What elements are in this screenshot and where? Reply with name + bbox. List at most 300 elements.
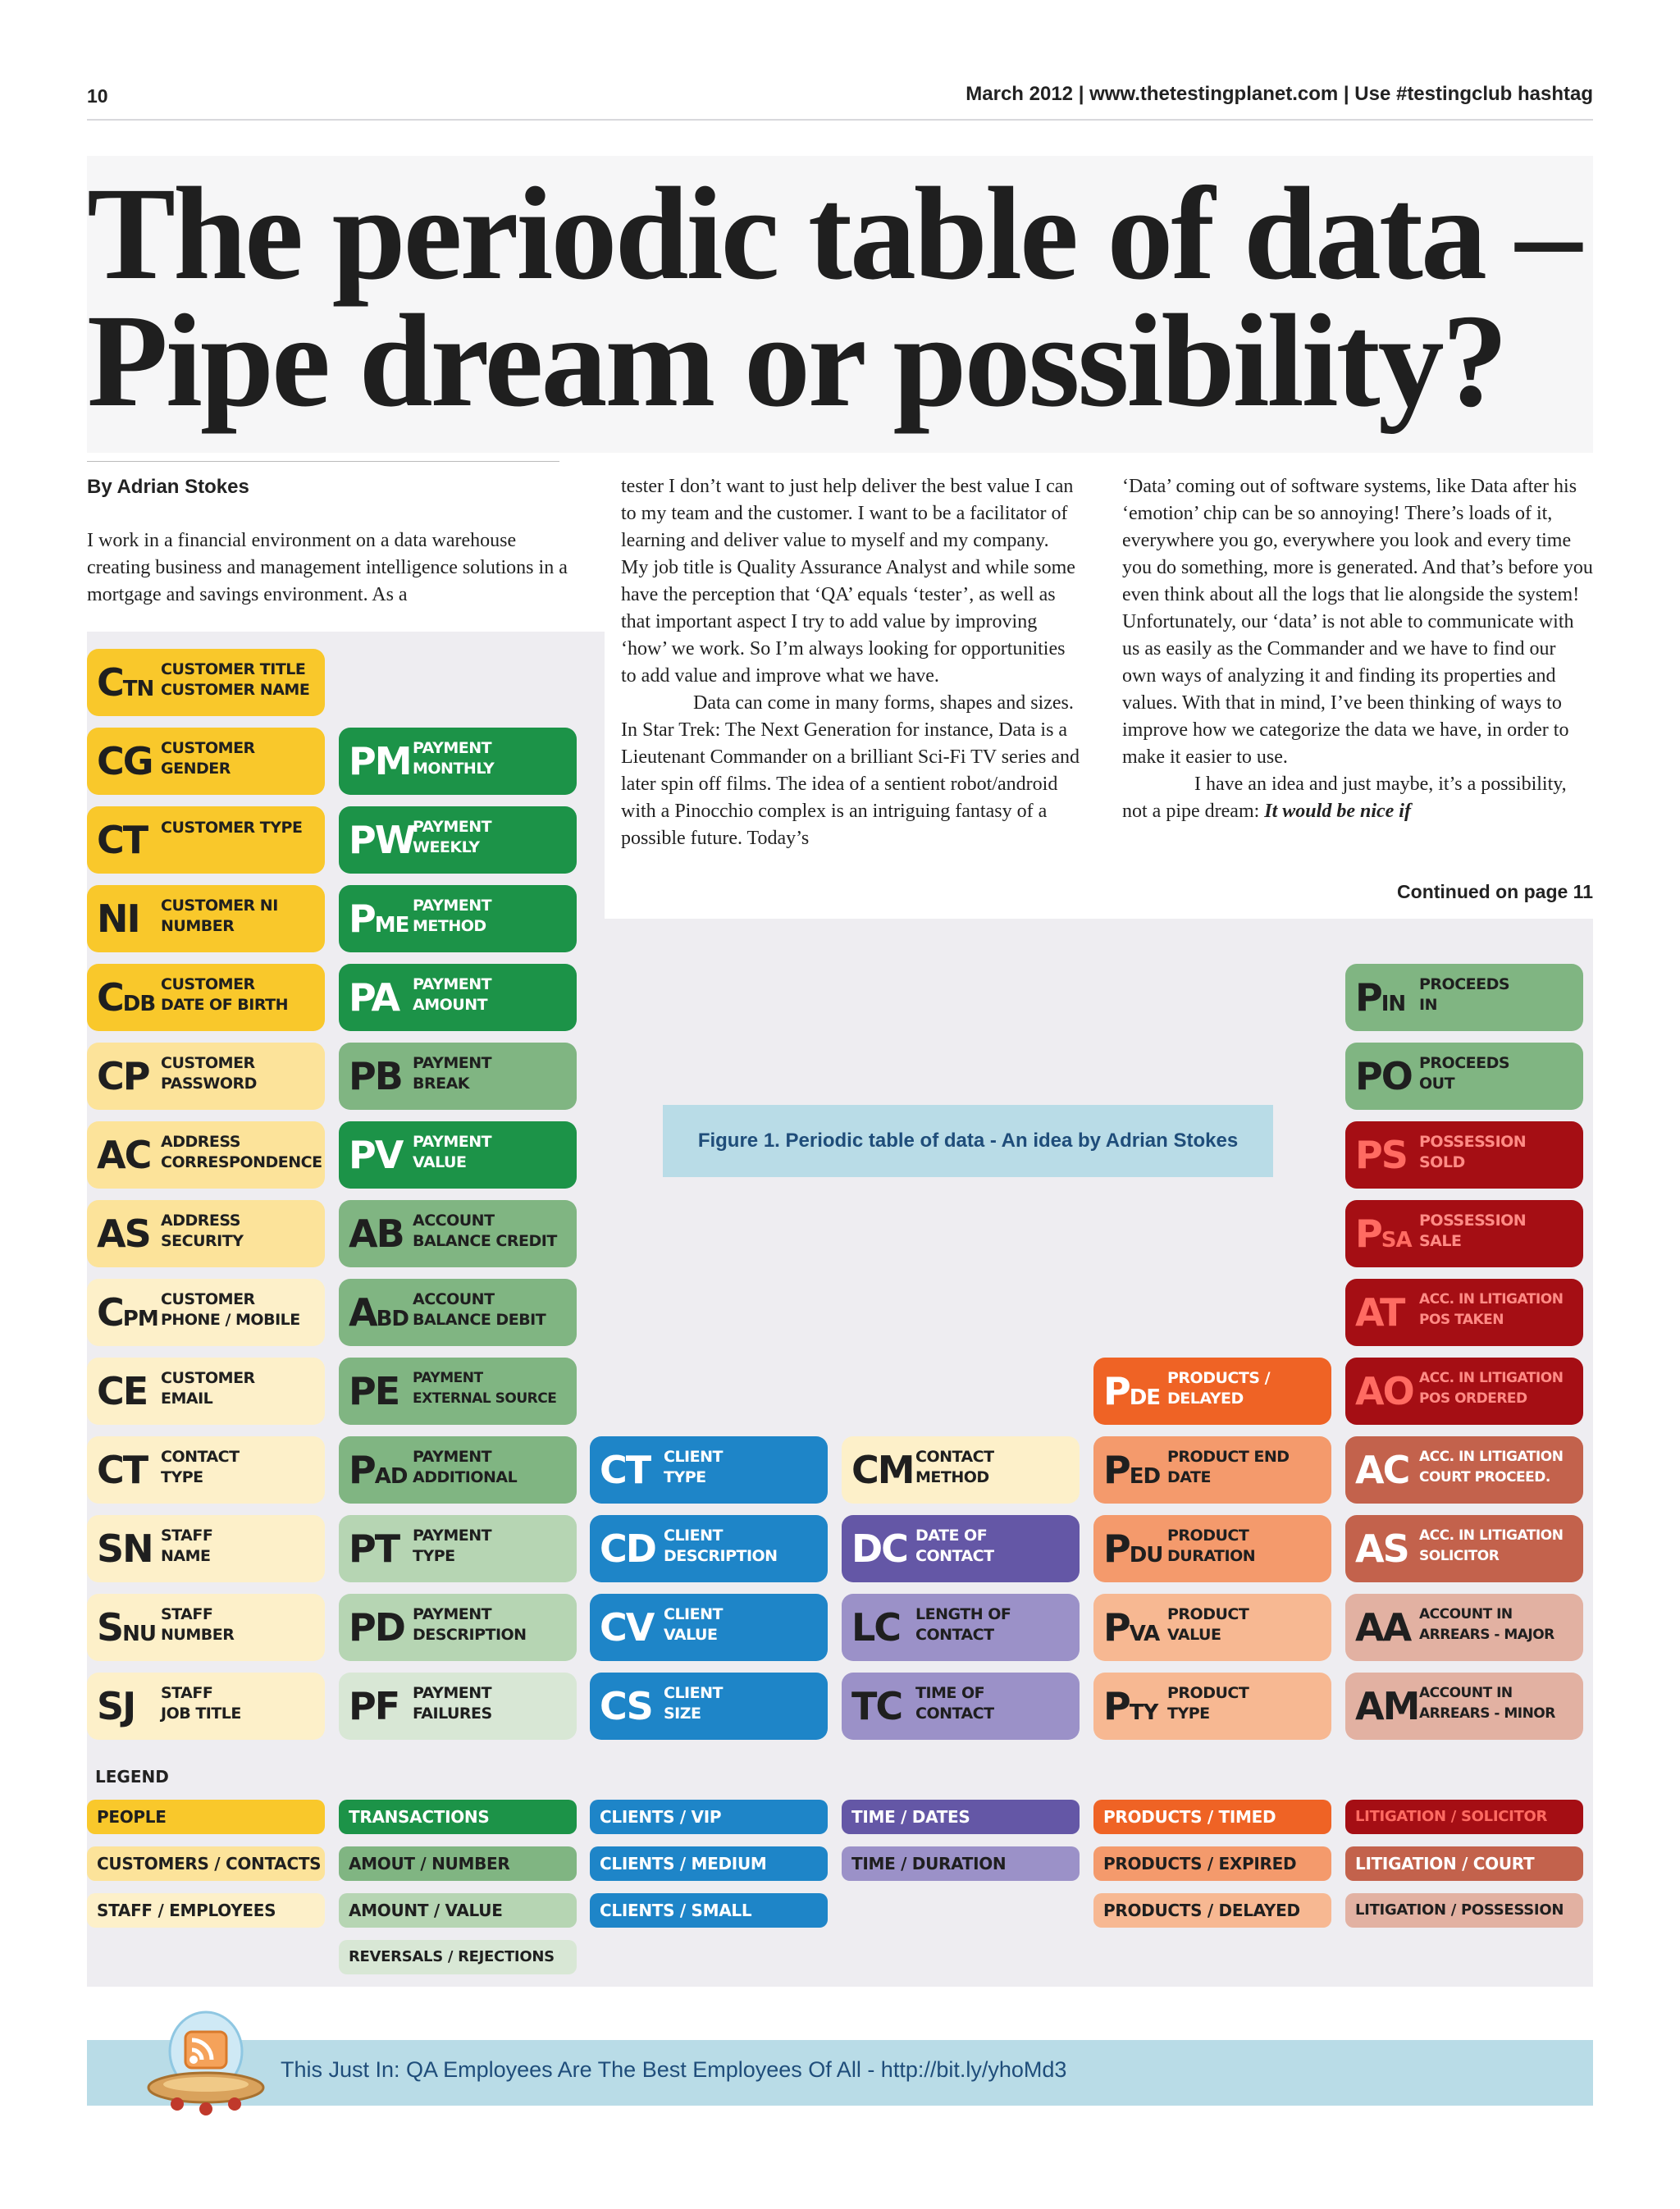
element-name (915, 1604, 1075, 1645)
banner-text: This Just In: QA Employees Are The Best Employees Of All - http://bit.ly/yhoMd3 (281, 2057, 1067, 2082)
element-name (161, 1526, 320, 1567)
element-name (161, 738, 320, 779)
element-name-line-1: CLIENT (664, 1448, 723, 1466)
element-symbol-sub: VA (1129, 1622, 1160, 1646)
element-name-line-1: CUSTOMER TYPE (161, 819, 303, 837)
element-symbol (349, 1682, 399, 1730)
element-symbol-sub: TY (1129, 1700, 1158, 1725)
article-column-3 (1122, 473, 1593, 825)
element-symbol-sub: IN (1381, 992, 1406, 1016)
element-symbol (349, 1446, 407, 1500)
element-name-line-2: ADDITIONAL (413, 1468, 518, 1486)
element-name-line-2: CONTACT (915, 1705, 994, 1723)
element-symbol-main: LC (851, 1605, 901, 1650)
title-block (87, 156, 1593, 453)
element-name-line-1: DATE OF (915, 1527, 988, 1545)
element-cell (842, 1673, 1080, 1740)
element-cell (339, 885, 577, 952)
element-symbol-main: P (349, 1448, 375, 1492)
article-column-1 (87, 527, 571, 609)
element-name (161, 1447, 320, 1488)
element-name-line-2: ARREARS - MAJOR (1419, 1627, 1554, 1643)
element-symbol-main: CV (600, 1605, 654, 1650)
element-name-line-1: PAYMENT (413, 818, 492, 836)
element-cell (87, 1594, 325, 1661)
ufo-rss-icon (144, 2004, 267, 2125)
element-name-line-1: TIME OF (915, 1684, 985, 1702)
element-name-line-1: PRODUCT (1167, 1684, 1249, 1702)
element-name-line-1: STAFF (161, 1527, 213, 1545)
element-symbol-sub: SA (1381, 1228, 1412, 1253)
element-name (413, 1683, 572, 1724)
element-name-line-1: CONTACT (915, 1448, 994, 1466)
element-name-line-2: IN (1419, 996, 1437, 1014)
element-symbol-main: PW (349, 818, 415, 862)
element-name-line-1: PAYMENT (413, 1054, 492, 1072)
element-name (161, 974, 320, 1016)
element-symbol-main: PO (1355, 1054, 1412, 1098)
element-symbol (1355, 1210, 1412, 1264)
legend-item: CUSTOMERS / CONTACTS (87, 1846, 325, 1881)
element-name-line-1: CUSTOMER (161, 1369, 255, 1387)
header-info: March 2012 | www.thetestingplanet.com | Use #testingclub hashtag (966, 83, 1593, 105)
element-cell (339, 1594, 577, 1661)
element-symbol-main: AS (1355, 1527, 1408, 1571)
element-name-line-2: POS TAKEN (1419, 1312, 1504, 1328)
element-cell (87, 728, 325, 795)
element-name-line-2: NUMBER (161, 917, 235, 935)
continued-note: Continued on page 11 (1397, 881, 1593, 902)
element-name-line-2: SECURITY (161, 1232, 244, 1250)
element-name-line-2: OUT (1419, 1075, 1455, 1093)
element-name-line-2: COURT PROCEED. (1419, 1469, 1550, 1486)
element-cell (339, 728, 577, 795)
element-symbol (97, 1682, 135, 1730)
element-name-line-2: JOB TITLE (161, 1705, 241, 1723)
element-name-line-2: TYPE (413, 1547, 455, 1565)
element-cell (1345, 1121, 1583, 1189)
element-cell (842, 1594, 1080, 1661)
element-symbol-main: AT (1355, 1290, 1404, 1335)
element-cell (87, 649, 325, 716)
element-symbol (349, 1131, 402, 1179)
legend-item: LITIGATION / POSSESSION (1345, 1893, 1583, 1928)
element-name-line-1: PRODUCT (1167, 1605, 1249, 1623)
element-symbol (1103, 1604, 1159, 1658)
element-name (1167, 1604, 1326, 1645)
element-symbol (1355, 1367, 1413, 1415)
article-column-2 (621, 473, 1080, 852)
element-name (1419, 1289, 1578, 1330)
element-cell (1345, 1594, 1583, 1661)
paragraph: tester I don’t want to just help deliver the best value I can to my team and the customer. I want to be a facilitator of learning and deliver value to myself and my company. My job title is Quality Assurance Analyst and while some have the perception that ‘QA’ equals ‘tester’, as well as that important aspect I try to add value by improving ‘how’ we work. So I’m always looking for opportunities to add value and improve what we have. (621, 476, 1075, 687)
element-symbol (600, 1682, 652, 1730)
element-name (413, 1132, 572, 1173)
element-symbol (1103, 1367, 1160, 1422)
legend-item: AMOUT / NUMBER (339, 1846, 577, 1881)
element-cell (339, 1673, 577, 1740)
element-name (413, 817, 572, 858)
element-name (1419, 1683, 1578, 1724)
element-symbol (97, 974, 155, 1028)
element-name-line-2: PASSWORD (161, 1075, 257, 1093)
legend-item: PRODUCTS / EXPIRED (1093, 1846, 1331, 1881)
element-symbol-main: AM (1355, 1684, 1419, 1728)
element-name-line-2: CUSTOMER NAME (161, 681, 310, 699)
element-name-line-2: EXTERNAL SOURCE (413, 1390, 557, 1407)
element-symbol-main: CS (600, 1684, 652, 1728)
element-name (413, 1447, 572, 1488)
element-symbol-main: P (1103, 1527, 1130, 1571)
element-symbol-main: CD (600, 1527, 655, 1571)
element-symbol (349, 1210, 404, 1257)
element-name-line-2: METHOD (413, 917, 486, 935)
element-symbol-main: NI (97, 897, 139, 941)
element-name (1167, 1526, 1326, 1567)
element-cell (87, 1279, 325, 1346)
element-name (1419, 1447, 1578, 1488)
element-cell (87, 1121, 325, 1189)
element-name-line-1: STAFF (161, 1605, 213, 1623)
element-symbol-sub: ME (374, 913, 409, 938)
paragraph (1122, 771, 1593, 825)
legend-item: TIME / DATES (842, 1800, 1080, 1834)
element-cell (87, 885, 325, 952)
element-name-line-1: PRODUCTS / (1167, 1369, 1271, 1387)
element-symbol-main: P (1355, 1212, 1381, 1256)
legend-item: PRODUCTS / DELAYED (1093, 1893, 1331, 1928)
element-name (413, 1368, 572, 1409)
element-name (1419, 1368, 1578, 1409)
byline-divider (87, 461, 559, 462)
element-cell (339, 1515, 577, 1582)
element-name-line-2: CONTACT (915, 1626, 994, 1644)
legend-item: REVERSALS / REJECTIONS (339, 1940, 577, 1974)
element-symbol (349, 816, 414, 864)
paragraph-text: I have an idea and just maybe, it’s a possibility, not a pipe dream: (1122, 774, 1567, 822)
element-name-line-1: CUSTOMER TITLE (161, 660, 306, 678)
element-name-line-1: LENGTH OF (915, 1605, 1011, 1623)
element-symbol-main: PM (349, 739, 411, 783)
element-cell (1345, 1043, 1583, 1110)
element-cell (590, 1515, 828, 1582)
legend-item: LITIGATION / COURT (1345, 1846, 1583, 1881)
element-symbol-main: P (1355, 975, 1381, 1020)
element-symbol-sub: PM (122, 1307, 158, 1331)
element-symbol-sub: BD (376, 1307, 409, 1331)
element-cell (1345, 1358, 1583, 1425)
element-symbol-main: CG (97, 739, 153, 783)
element-cell (339, 964, 577, 1031)
element-symbol (349, 974, 399, 1021)
element-symbol (1355, 1446, 1408, 1494)
legend-item: STAFF / EMPLOYEES (87, 1893, 325, 1928)
element-name-line-1: STAFF (161, 1684, 213, 1702)
element-symbol (600, 1446, 650, 1494)
element-name-line-2: EMAIL (161, 1390, 213, 1408)
element-symbol (1355, 1604, 1410, 1651)
element-symbol-main: AS (97, 1212, 150, 1256)
element-name-line-1: CONTACT (161, 1448, 240, 1466)
element-name (664, 1526, 823, 1567)
element-cell (842, 1515, 1080, 1582)
element-symbol-main: AC (97, 1133, 151, 1177)
element-name (1419, 1053, 1578, 1094)
element-symbol-main: P (1103, 1684, 1130, 1728)
element-symbol (97, 1525, 153, 1572)
element-name-line-2: DATE (1167, 1468, 1211, 1486)
element-name-line-2: DATE OF BIRTH (161, 996, 288, 1014)
element-name (161, 1289, 320, 1330)
element-name-line-2: WEEKLY (413, 838, 480, 856)
element-name (1167, 1447, 1326, 1488)
element-name (413, 896, 572, 937)
element-symbol (851, 1682, 902, 1730)
element-cell (1093, 1515, 1331, 1582)
legend-item: PEOPLE (87, 1800, 325, 1834)
element-cell (1345, 1200, 1583, 1267)
element-symbol (851, 1604, 900, 1651)
paragraph: I work in a financial environment on a data warehouse creating business and management intelligence solutions in a mortgage and savings environment. As a (87, 530, 568, 605)
element-name-line-1: PAYMENT (413, 897, 492, 915)
element-name-line-2: TYPE (1167, 1705, 1210, 1723)
element-name-line-2: VALUE (413, 1153, 467, 1171)
element-symbol (1103, 1682, 1157, 1737)
element-symbol-main: PA (349, 975, 399, 1020)
element-name (915, 1526, 1075, 1567)
element-name-line-1: POSSESSION (1419, 1212, 1527, 1230)
element-name-line-2: TYPE (664, 1468, 706, 1486)
element-name (915, 1683, 1075, 1724)
element-name-line-1: PAYMENT (413, 1605, 492, 1623)
element-name (1167, 1683, 1326, 1724)
element-name (915, 1447, 1075, 1488)
element-cell (590, 1436, 828, 1504)
element-name-line-2: METHOD (915, 1468, 989, 1486)
element-symbol (97, 1446, 147, 1494)
element-symbol (349, 1289, 409, 1343)
element-cell (339, 1358, 577, 1425)
element-symbol-main: PD (349, 1605, 404, 1650)
element-name-line-1: CUSTOMER NI (161, 897, 278, 915)
element-symbol-sub: TN (122, 677, 154, 701)
element-name-line-1: ACCOUNT IN (1419, 1685, 1513, 1701)
element-symbol (851, 1446, 914, 1494)
element-name-line-1: PAYMENT (413, 1448, 492, 1466)
element-symbol (97, 1367, 147, 1415)
element-name-line-1: ACC. IN LITIGATION (1419, 1291, 1564, 1308)
element-symbol-main: P (349, 897, 375, 941)
element-name-line-1: ACCOUNT (413, 1212, 495, 1230)
element-cell (1093, 1358, 1331, 1425)
element-symbol-main: CT (600, 1448, 651, 1492)
element-cell (1093, 1673, 1331, 1740)
element-cell (87, 1436, 325, 1504)
legend-item: AMOUNT / VALUE (339, 1893, 577, 1928)
element-name-line-2: GENDER (161, 760, 231, 778)
element-name-line-2: DESCRIPTION (664, 1547, 778, 1565)
element-symbol (1355, 1052, 1412, 1100)
element-symbol (349, 1052, 402, 1100)
element-symbol (97, 659, 153, 713)
element-cell (1345, 1673, 1583, 1740)
element-symbol (1355, 974, 1405, 1028)
element-name (161, 1368, 320, 1409)
element-cell (1345, 964, 1583, 1031)
element-symbol-main: CP (97, 1054, 149, 1098)
element-name-line-2: SOLD (1419, 1153, 1465, 1171)
element-cell (1093, 1436, 1331, 1504)
element-symbol (1103, 1525, 1162, 1579)
legend-item: CLIENTS / MEDIUM (590, 1846, 828, 1881)
element-symbol-main: SN (97, 1527, 153, 1571)
element-name-line-2: DESCRIPTION (413, 1626, 527, 1644)
element-name-line-2: PHONE / MOBILE (161, 1311, 300, 1329)
element-cell (339, 1200, 577, 1267)
element-name-line-1: CUSTOMER (161, 1290, 255, 1308)
element-name-line-1: CLIENT (664, 1684, 723, 1702)
element-name-line-2: VALUE (664, 1626, 718, 1644)
element-name (1419, 974, 1578, 1016)
element-symbol-main: SJ (97, 1684, 135, 1728)
element-name-line-2: VALUE (1167, 1626, 1221, 1644)
element-name (161, 1604, 320, 1645)
title-line-1: The periodic table of data – (87, 161, 1580, 308)
element-symbol (97, 1131, 150, 1179)
element-cell (87, 1673, 325, 1740)
element-name (161, 1683, 320, 1724)
element-name (413, 1053, 572, 1094)
element-symbol-main: C (97, 660, 123, 705)
element-cell (1093, 1594, 1331, 1661)
element-cell (87, 1200, 325, 1267)
element-name-line-2: AMOUNT (413, 996, 488, 1014)
element-cell (87, 1515, 325, 1582)
element-symbol-sub: NU (122, 1622, 157, 1646)
element-name-line-1: CUSTOMER (161, 975, 255, 993)
element-name-line-1: PAYMENT (413, 739, 492, 757)
element-name-line-2: CORRESPONDENCE (161, 1153, 322, 1171)
element-name-line-1: PAYMENT (413, 1684, 492, 1702)
element-name-line-1: POSSESSION (1419, 1133, 1527, 1151)
legend-item: TRANSACTIONS (339, 1800, 577, 1834)
element-symbol (1355, 1682, 1418, 1730)
element-name (1167, 1368, 1326, 1409)
legend-item: LITIGATION / SOLICITOR (1345, 1800, 1583, 1834)
element-name-line-2: SOLICITOR (1419, 1548, 1500, 1564)
emphasis-text: It would be nice if (1264, 801, 1411, 822)
element-symbol (349, 1604, 404, 1651)
element-name-line-1: ACC. IN LITIGATION (1419, 1449, 1564, 1465)
element-symbol-main: CE (97, 1369, 148, 1413)
paragraph: Data can come in many forms, shapes and sizes. In Star Trek: The Next Generation for instance, Data is a Lieutenant Commander on a brilliant Sci-Fi TV series and later spin off films. The idea of a sentient robot/android with a Pinocchio complex is an intriguing fantasy of a possible future. Today’s (621, 692, 1080, 849)
element-name (161, 660, 320, 701)
page-number: 10 (87, 85, 108, 107)
element-cell (842, 1436, 1080, 1504)
element-symbol (600, 1604, 653, 1651)
element-name-line-2: SIZE (664, 1705, 701, 1723)
element-symbol-sub: DE (1129, 1385, 1161, 1410)
element-cell (339, 806, 577, 874)
element-cell (87, 1043, 325, 1110)
element-symbol (349, 1367, 399, 1415)
element-name (161, 1211, 320, 1252)
element-symbol-sub: ED (1129, 1464, 1161, 1489)
element-name (664, 1683, 823, 1724)
element-cell (339, 1279, 577, 1346)
element-symbol-sub: DB (122, 992, 156, 1016)
element-symbol-main: AO (1355, 1369, 1413, 1413)
element-name-line-1: PRODUCT (1167, 1527, 1249, 1545)
element-name (413, 738, 572, 779)
element-symbol-main: C (97, 1290, 123, 1335)
element-symbol-main: CM (851, 1448, 914, 1492)
element-name-line-2: BALANCE CREDIT (413, 1232, 557, 1250)
element-name-line-2: SALE (1419, 1232, 1462, 1250)
element-name-line-1: ACC. IN LITIGATION (1419, 1527, 1564, 1544)
element-symbol (97, 1604, 156, 1658)
element-symbol-main: PV (349, 1133, 403, 1177)
element-symbol (349, 895, 409, 949)
element-symbol (600, 1525, 655, 1572)
element-symbol-main: TC (851, 1684, 902, 1728)
element-symbol (97, 737, 153, 785)
element-name-line-1: ACC. IN LITIGATION (1419, 1370, 1564, 1386)
element-symbol-main: PB (349, 1054, 402, 1098)
element-name-line-1: CLIENT (664, 1605, 723, 1623)
element-name-line-1: PROCEEDS (1419, 975, 1510, 993)
element-name (664, 1447, 823, 1488)
element-name (1419, 1526, 1578, 1567)
figure-caption: Figure 1. Periodic table of data - An idea by Adrian Stokes (663, 1105, 1273, 1177)
legend-title: LEGEND (95, 1767, 169, 1787)
element-symbol-main: P (1103, 1369, 1130, 1413)
element-name-line-2: ARREARS - MINOR (1419, 1705, 1555, 1722)
element-symbol-main: AC (1355, 1448, 1409, 1492)
element-name-line-1: PAYMENT (413, 975, 492, 993)
element-name (664, 1604, 823, 1645)
element-symbol (97, 895, 139, 942)
element-name-line-1: ADDRESS (161, 1212, 240, 1230)
element-symbol-main: PT (349, 1527, 399, 1571)
element-cell (590, 1673, 828, 1740)
element-cell (1345, 1436, 1583, 1504)
element-name (413, 1211, 572, 1252)
legend-item: PRODUCTS / TIMED (1093, 1800, 1331, 1834)
element-name (161, 896, 320, 937)
element-symbol (349, 737, 411, 785)
element-name-line-1: PAYMENT (413, 1133, 492, 1151)
element-symbol-main: CT (97, 818, 148, 862)
element-name-line-2: POS ORDERED (1419, 1390, 1527, 1407)
legend-item: CLIENTS / SMALL (590, 1893, 828, 1928)
element-name (413, 974, 572, 1016)
element-symbol-main: C (97, 975, 123, 1020)
element-cell (590, 1594, 828, 1661)
element-symbol-main: AB (349, 1212, 404, 1256)
element-name-line-1: CUSTOMER (161, 739, 255, 757)
element-symbol (1355, 1131, 1407, 1179)
element-name-line-2: FAILURES (413, 1705, 492, 1723)
element-cell (87, 964, 325, 1031)
element-name-line-2: TYPE (161, 1468, 203, 1486)
element-cell (1345, 1515, 1583, 1582)
header-divider (87, 119, 1593, 121)
byline: By Adrian Stokes (87, 476, 249, 498)
element-symbol-main: P (1103, 1605, 1130, 1650)
element-name-line-1: PROCEEDS (1419, 1054, 1510, 1072)
element-symbol (97, 1289, 158, 1343)
